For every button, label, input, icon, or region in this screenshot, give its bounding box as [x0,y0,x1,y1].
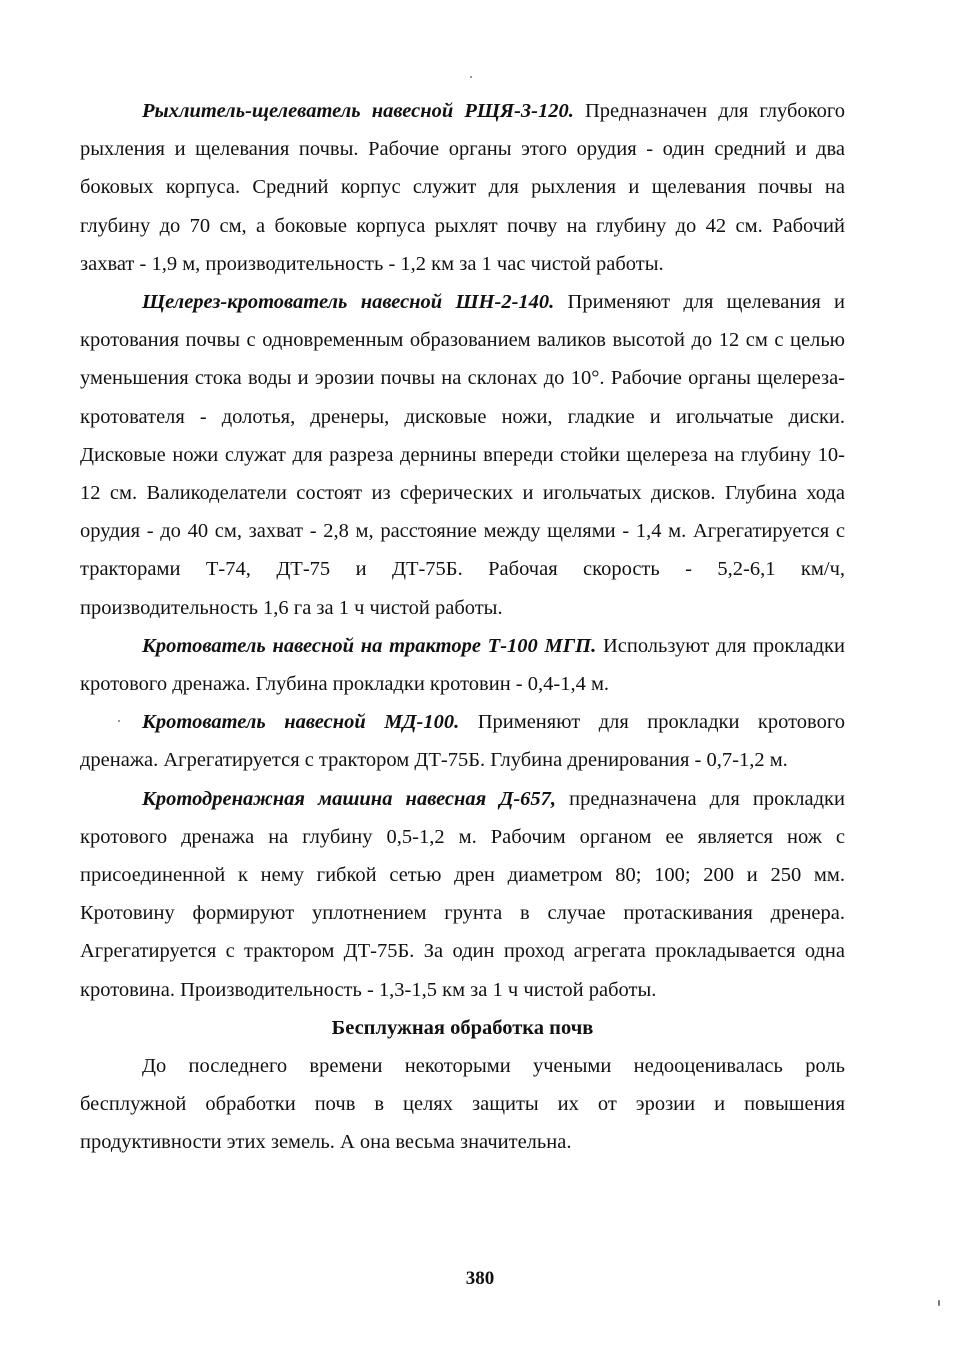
paragraph-text: Предназначен для глубокого рыхления и щелевания почвы. Рабочие органы этого орудия - один средний и два боковых корпуса. Средний корпус служит для рыхления и щелевания почвы на глубину до 70 см, а боковые корпуса рыхлят почву на глубину до 42 см. Рабочий захват - 1,9 м, производительность - 1,2 км за 1 час чистой работы. [80,100,845,275]
scan-speck [118,720,120,722]
section-paragraph: До последнего времени некоторыми учеными недооценивалась роль бесплужной обработки почв в целях защиты их от эрозии и повышения продуктивности этих земель. А она весьма значительна. [80,1055,845,1154]
paragraph-lead: Щелерез-кротователь навесной ШН-2-140. [142,291,555,314]
paragraph-text: предназначена для прокладки кротового дренажа на глубину 0,5-1,2 м. Рабочим органом ее является нож с присоединенной к нему гибкой сетью дрен диаметром 80; 100; 200 и 250 мм. Кротовину формируют уплотнением грунта в случае протаскивания дренера. Агрегатируется с трактором ДТ-75Б. За один проход агрегата прокладывается одна кротовина. Производительность - 1,3-1,5 км за 1 ч чистой работы. [80,787,845,1001]
paragraph-text: Применяют для прокладки кротового дренажа. Агрегатируется с трактором ДТ-75Б. Глубина дренирования - 0,7-1,2 м. [80,711,845,772]
paragraph-rshchya [80,92,845,283]
paragraph-shn [80,283,845,627]
paragraph-lead: Кротодренажная машина навесная Д-657, [142,787,557,810]
scan-speck [470,76,472,78]
paragraph-text: Применяют для щелевания и кротования почвы с одновременным образованием валиков высотой до 12 см с целью уменьшения стока воды и эрозии почвы на склонах до 10°. Рабочие органы щелереза-кротователя - долотья, дренеры, дисковые ножи, гладкие и игольчатые диски. Дисковые ножи служат для разреза дернины впереди стойки щелереза на глубину 10-12 см. Валикоделатели состоят из сферических и игольчатых дисков. Глубина хода орудия - до 40 см, захват - 2,8 м, расстояние между щелями - 1,4 м. Агрегатируется с тракторами Т-74, ДТ-75 и ДТ-75Б. Рабочая скорость - 5,2-6,1 км/ч, производительность 1,6 га за 1 ч чистой работы. [80,291,845,619]
scan-speck [938,1300,940,1306]
page-number: 380 [465,1268,495,1289]
paragraph-t100 [80,627,845,703]
paragraph-text: Используют для прокладки кротового дренажа. Глубина прокладки кротовин - 0,4-1,4 м. [80,634,845,696]
paragraph-lead: Рыхлитель-щелеватель навесной РЩЯ-3-120. [142,100,574,122]
paragraph-lead: Кротователь навесной на тракторе Т-100 МГП. [142,634,597,657]
section-heading: Бесплужная обработка почв [331,1016,594,1039]
paragraph-md100 [80,703,845,779]
page-body [80,92,845,1162]
paragraph-d657 [80,780,845,1009]
paragraph-lead: Кротователь навесной МД-100. [142,711,460,734]
